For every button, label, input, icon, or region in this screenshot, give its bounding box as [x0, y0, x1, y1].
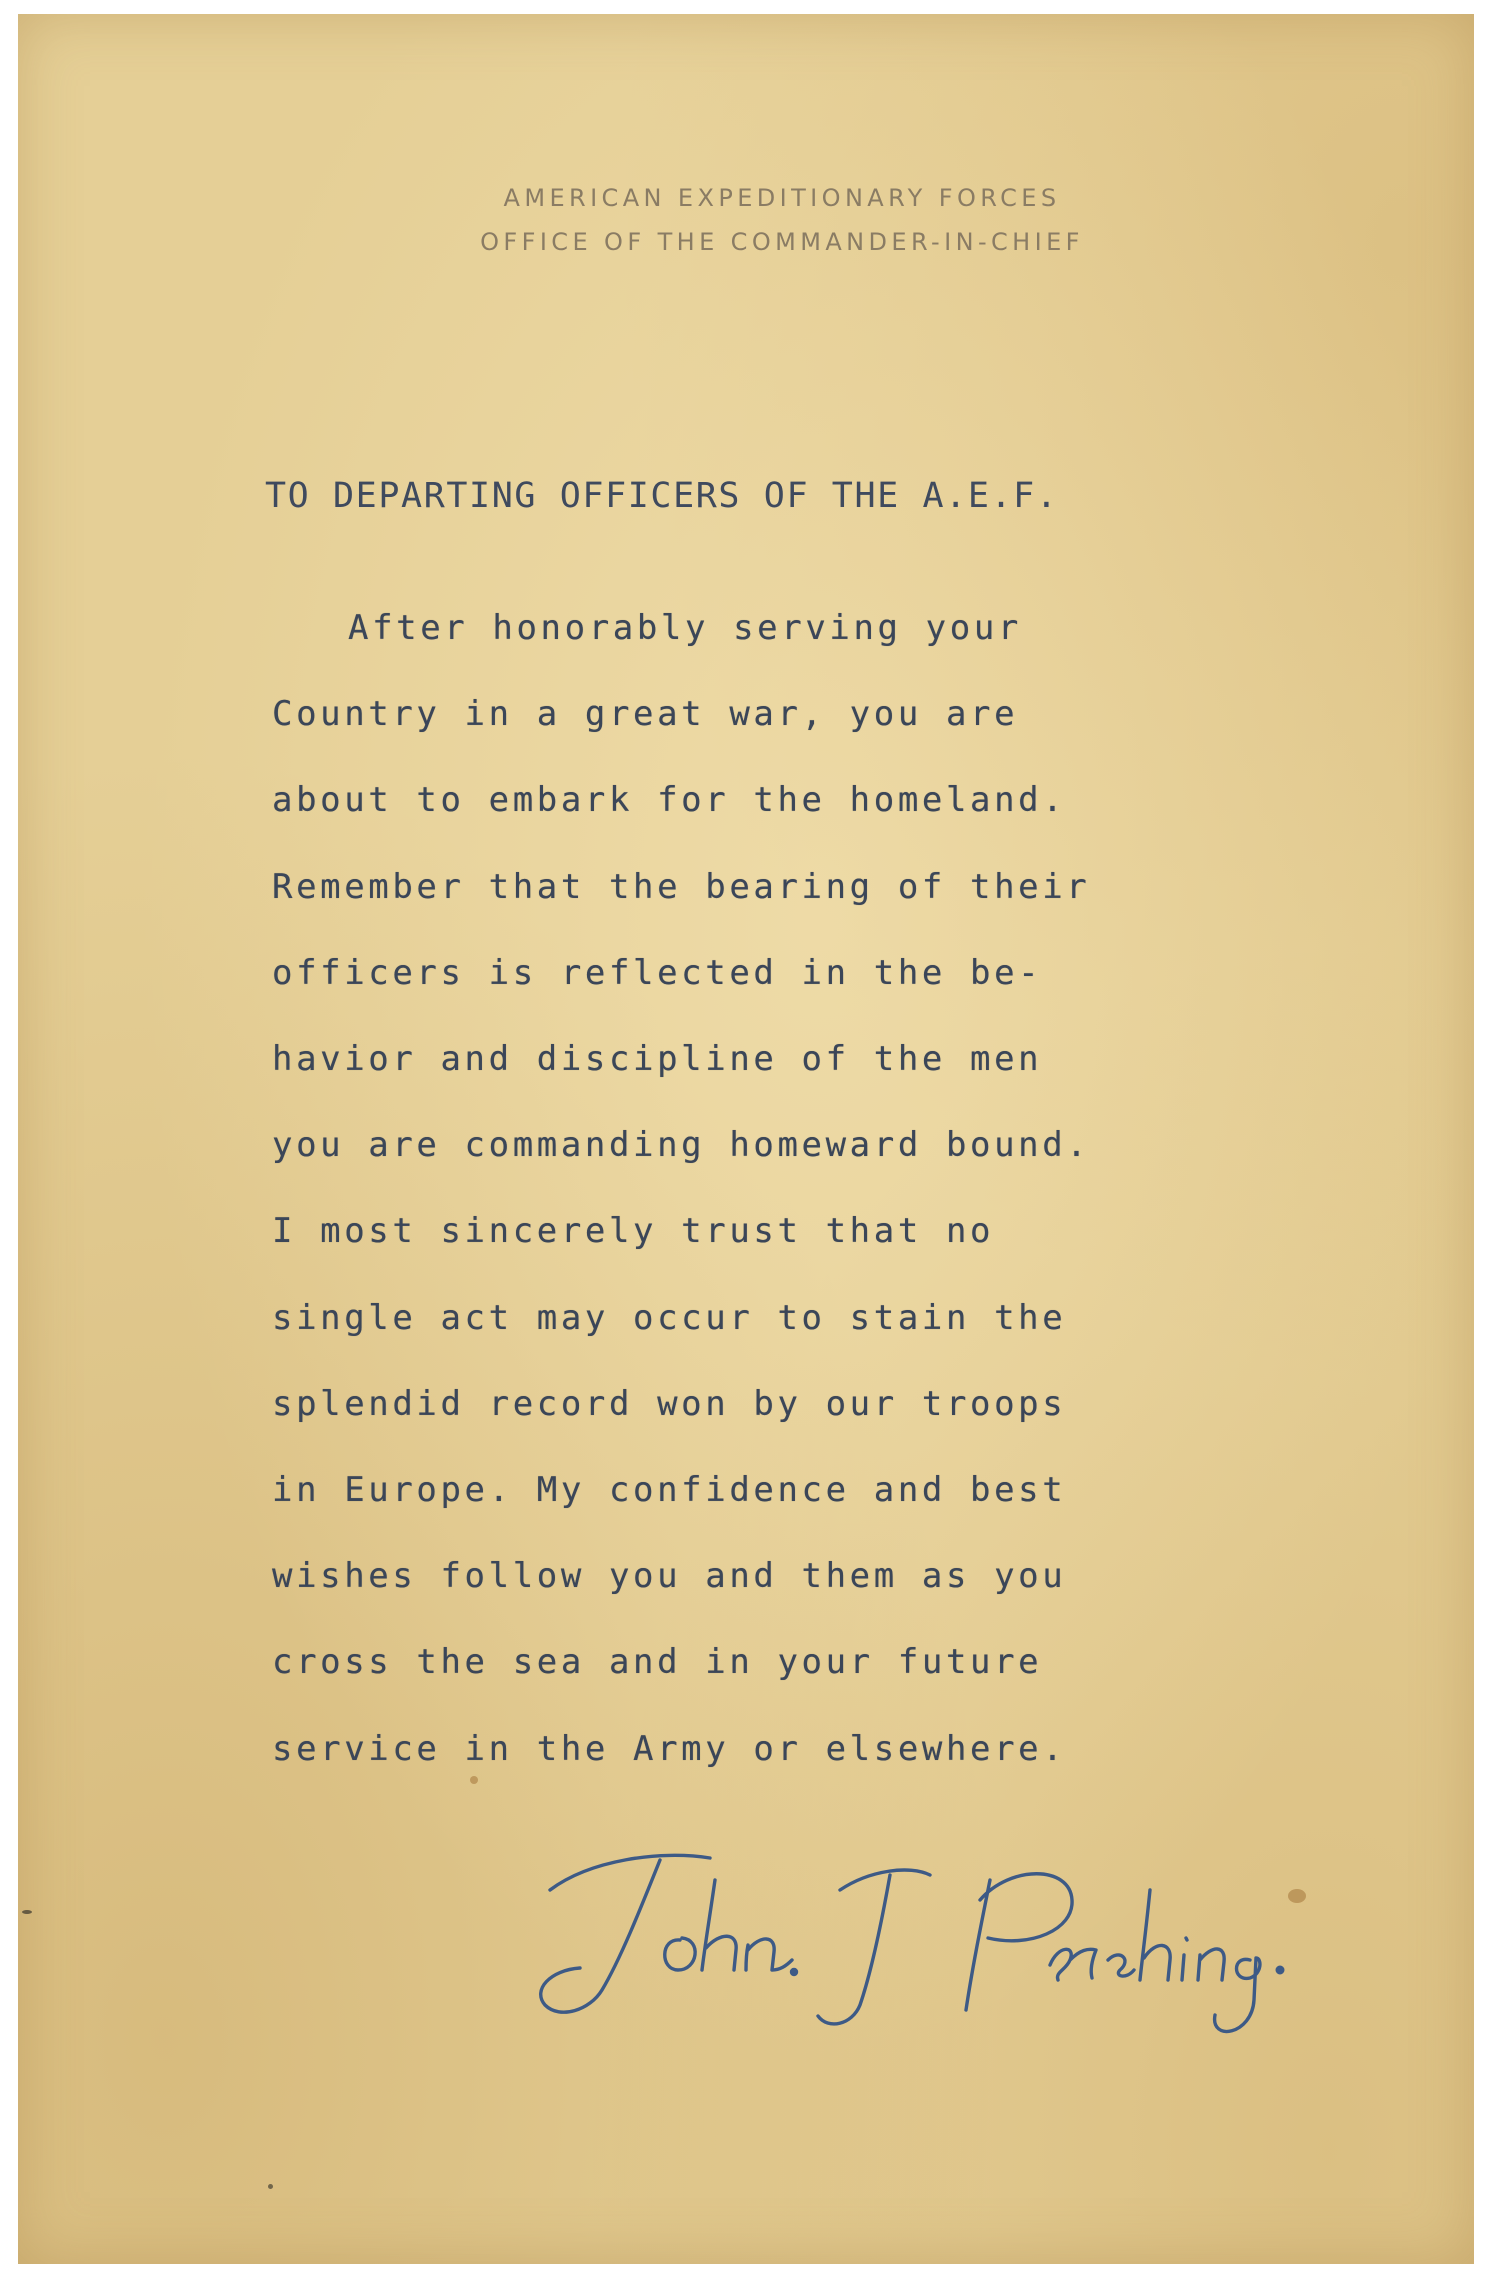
body-line: in Europe. My confidence and best: [272, 1470, 1067, 1511]
paper-stain: [268, 2184, 273, 2189]
letterhead-line-2: OFFICE OF THE COMMANDER-IN-CHIEF: [480, 228, 1084, 256]
body-line: officers is reflected in the be-: [272, 952, 1043, 993]
salutation: TO DEPARTING OFFICERS OF THE A.E.F.: [265, 476, 1059, 516]
body-line: you are commanding homeward bound.: [272, 1125, 1091, 1166]
body-line: cross the sea and in your future: [272, 1642, 1043, 1683]
body-line: single act may occur to stain the: [272, 1297, 1067, 1338]
body-line: Remember that the bearing of their: [272, 866, 1091, 907]
body-line: Country in a great war, you are: [272, 694, 1019, 735]
body-line: After honorably serving your: [348, 608, 1022, 648]
body-line: havior and discipline of the men: [272, 1039, 1043, 1080]
paper-stain: [22, 1910, 32, 1914]
body-line: about to embark for the homeland.: [272, 780, 1067, 821]
body-line: service in the Army or elsewhere.: [272, 1728, 1067, 1769]
letter-body: [272, 585, 1272, 1792]
letterhead-line-1: AMERICAN EXPEDITIONARY FORCES: [503, 184, 1061, 212]
handwritten-signature: [510, 1820, 1330, 2050]
body-line: I most sincerely trust that no: [272, 1211, 995, 1252]
body-line: wishes follow you and them as you: [272, 1556, 1067, 1597]
body-line: splendid record won by our troops: [272, 1383, 1067, 1424]
